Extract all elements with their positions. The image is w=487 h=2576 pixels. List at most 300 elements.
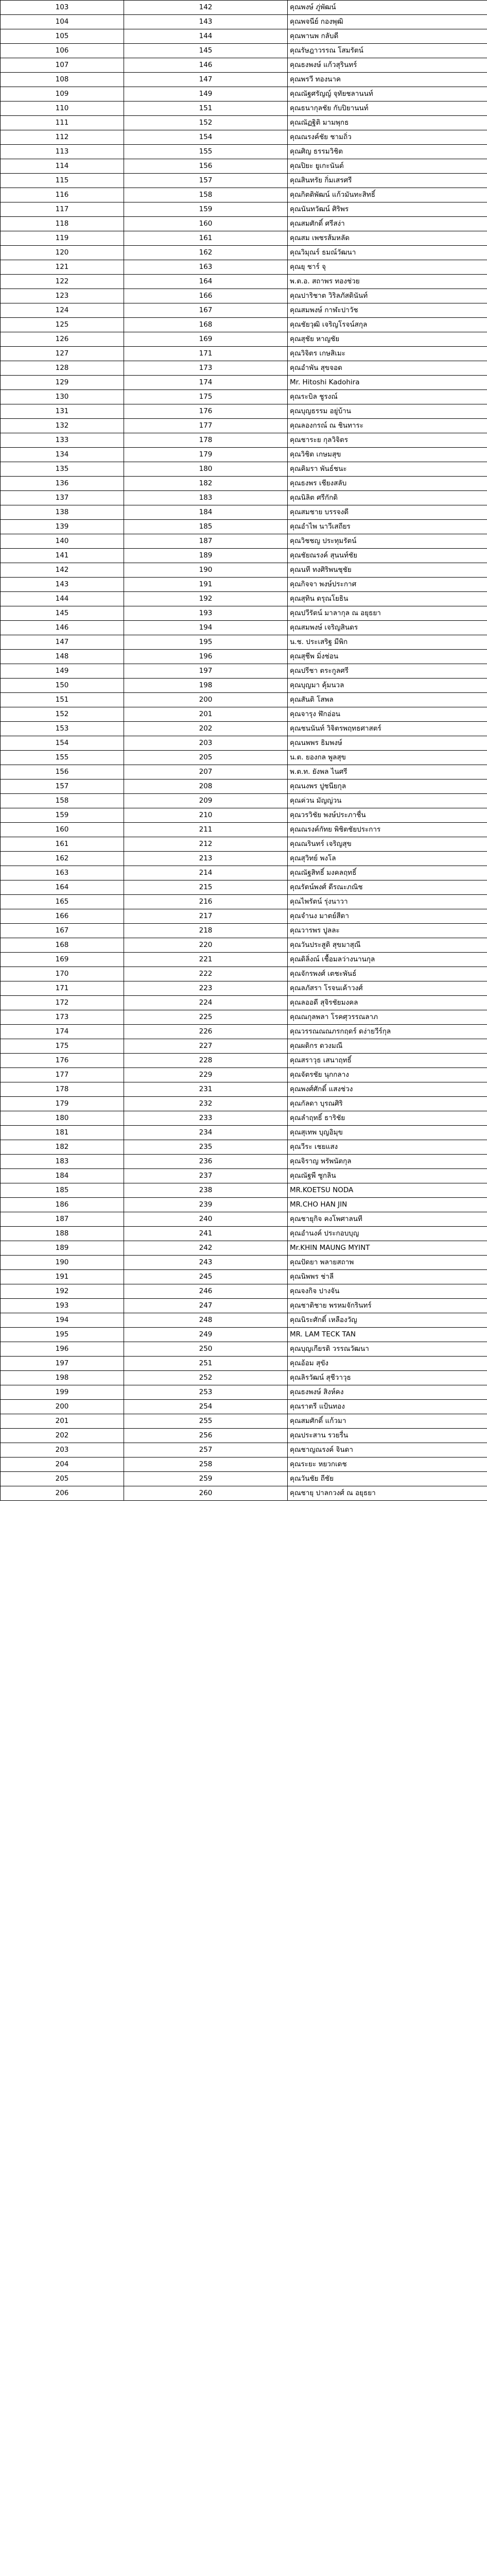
table-row (1, 318, 487, 332)
table-row (1, 347, 487, 361)
member-name-cell: คุณจำนง มาตย์สีดา (288, 909, 487, 924)
member-name-cell: คุณประสาน รวยรื่น (288, 1429, 487, 1443)
table-row (1, 303, 487, 318)
member-code-cell: 173 (124, 361, 288, 376)
row-number-cell: 194 (1, 1313, 124, 1328)
member-code-cell: 152 (124, 116, 288, 130)
member-name-cell: คุณชาติชาย พรหมจักรินทร์ (288, 1299, 487, 1313)
member-name-cell: Mr.KHIN MAUNG MYINT (288, 1241, 487, 1256)
member-name-cell: คุณจักรพงศ์ เตชะพันธ์ (288, 967, 487, 981)
member-name-cell: คุณพจนีย์ กองพุฒิ (288, 15, 487, 29)
member-name-cell: คุณชัยวุฒิ เจริญโรจน์สกุล (288, 318, 487, 332)
member-code-cell: 242 (124, 1241, 288, 1256)
member-code-cell: 256 (124, 1429, 288, 1443)
member-name-cell: คุณสมพงษ์ กาฬะปาวัช (288, 303, 487, 318)
member-name-cell: คุณราตรี แป้นทอง (288, 1400, 487, 1414)
table-row (1, 1054, 487, 1068)
member-code-cell: 155 (124, 145, 288, 159)
row-number-cell: 133 (1, 433, 124, 448)
member-name-cell: คุณจัตรชัย นุกกลาง (288, 1068, 487, 1082)
member-name-cell: คุณธงพร เชียงสลับ (288, 477, 487, 491)
member-code-cell: 247 (124, 1299, 288, 1313)
table-row (1, 1097, 487, 1111)
row-number-cell: 135 (1, 462, 124, 477)
row-number-cell: 105 (1, 29, 124, 44)
member-code-cell: 233 (124, 1111, 288, 1126)
member-code-cell: 196 (124, 650, 288, 664)
row-number-cell: 136 (1, 477, 124, 491)
table-row (1, 751, 487, 765)
member-code-cell: 178 (124, 433, 288, 448)
table-row (1, 433, 487, 448)
row-number-cell: 130 (1, 390, 124, 404)
row-number-cell: 153 (1, 722, 124, 736)
member-code-cell: 218 (124, 924, 288, 938)
member-name-cell: คุณวันประสูติ สุขมาสุณี (288, 938, 487, 953)
member-name-cell: คุณระบิล ชูรงณ์ (288, 390, 487, 404)
member-code-cell: 182 (124, 477, 288, 491)
member-name-cell: คุณชายุกิจ คงโพศาลนที (288, 1212, 487, 1227)
row-number-cell: 107 (1, 58, 124, 73)
table-row (1, 202, 487, 217)
member-name-cell: คุณปาริชาต วิริลภัสดินันท์ (288, 289, 487, 303)
member-code-cell: 198 (124, 679, 288, 693)
table-row (1, 404, 487, 419)
member-name-cell: คุณณัฐพี ซูกลิน (288, 1169, 487, 1183)
row-number-cell: 120 (1, 246, 124, 260)
member-code-cell: 167 (124, 303, 288, 318)
member-code-cell: 226 (124, 1025, 288, 1039)
member-code-cell: 228 (124, 1054, 288, 1068)
table-row (1, 1140, 487, 1155)
row-number-cell: 146 (1, 621, 124, 635)
row-number-cell: 198 (1, 1371, 124, 1385)
member-code-cell: 209 (124, 794, 288, 808)
table-row (1, 924, 487, 938)
member-code-cell: 201 (124, 707, 288, 722)
row-number-cell: 159 (1, 808, 124, 823)
table-row (1, 1212, 487, 1227)
member-name-cell: คุณปวีรัตน์ มาลากุล ณ อยุธยา (288, 606, 487, 621)
member-code-cell: 227 (124, 1039, 288, 1054)
table-row (1, 635, 487, 650)
row-number-cell: 204 (1, 1458, 124, 1472)
table-row (1, 477, 487, 491)
table-row (1, 693, 487, 707)
table-row (1, 448, 487, 462)
member-code-cell: 158 (124, 188, 288, 202)
member-name-cell: คุณบุญธรรม อยู่บ้าน (288, 404, 487, 419)
row-number-cell: 145 (1, 606, 124, 621)
member-name-cell: คุณยุ ชาร์ จุ (288, 260, 487, 275)
table-row (1, 231, 487, 246)
table-row (1, 505, 487, 520)
row-number-cell: 165 (1, 895, 124, 909)
member-name-cell: คุณสุชีพ มิ่งช่อน (288, 650, 487, 664)
table-row (1, 736, 487, 751)
member-code-cell: 164 (124, 275, 288, 289)
member-code-cell: 257 (124, 1443, 288, 1458)
member-code-cell: 231 (124, 1082, 288, 1097)
member-code-cell: 185 (124, 520, 288, 534)
table-row (1, 1429, 487, 1443)
member-name-cell: คุณรัษฎาวรรณ โสมรัตน์ (288, 44, 487, 58)
row-number-cell: 202 (1, 1429, 124, 1443)
member-name-cell: MR.KOETSU NODA (288, 1183, 487, 1198)
row-number-cell: 196 (1, 1342, 124, 1357)
table-row (1, 578, 487, 592)
row-number-cell: 115 (1, 174, 124, 188)
row-number-cell: 184 (1, 1169, 124, 1183)
table-row (1, 1443, 487, 1458)
row-number-cell: 157 (1, 779, 124, 794)
row-number-cell: 124 (1, 303, 124, 318)
member-name-cell: คุณนันทวัฒน์ ศิริพร (288, 202, 487, 217)
row-number-cell: 171 (1, 981, 124, 996)
row-number-cell: 206 (1, 1486, 124, 1501)
table-row (1, 520, 487, 534)
member-code-cell: 259 (124, 1472, 288, 1486)
member-name-cell: น.ช. ประเสริฐ มีพิก (288, 635, 487, 650)
member-name-cell: คุณไพรัตน์ รุ่งนาวา (288, 895, 487, 909)
table-row (1, 707, 487, 722)
member-code-cell: 197 (124, 664, 288, 679)
row-number-cell: 106 (1, 44, 124, 58)
row-number-cell: 187 (1, 1212, 124, 1227)
row-number-cell: 104 (1, 15, 124, 29)
row-number-cell: 110 (1, 101, 124, 116)
table-row (1, 1, 487, 15)
table-row (1, 837, 487, 852)
member-code-cell: 250 (124, 1342, 288, 1357)
member-code-cell: 193 (124, 606, 288, 621)
member-code-cell: 212 (124, 837, 288, 852)
member-code-cell: 142 (124, 1, 288, 15)
member-code-cell: 248 (124, 1313, 288, 1328)
table-row (1, 563, 487, 578)
member-code-cell: 195 (124, 635, 288, 650)
table-row (1, 592, 487, 606)
member-code-cell: 254 (124, 1400, 288, 1414)
member-name-cell: คุณสมพงษ์ เจริญสินดร (288, 621, 487, 635)
table-row (1, 1400, 487, 1414)
row-number-cell: 125 (1, 318, 124, 332)
member-name-cell: คุณพงษ์ ภู่พัฒน์ (288, 1, 487, 15)
table-row (1, 29, 487, 44)
member-name-cell: คุณณรินทร์ เจริญสุข (288, 837, 487, 852)
table-row (1, 650, 487, 664)
member-code-cell: 163 (124, 260, 288, 275)
member-name-cell: คุณลภัสรา โรจนเค้าวงศ์ (288, 981, 487, 996)
member-name-cell: คุณนที ทงศิริพนชุชัย (288, 563, 487, 578)
member-code-cell: 225 (124, 1010, 288, 1025)
member-code-cell: 146 (124, 58, 288, 73)
table-row (1, 1284, 487, 1299)
member-name-cell: คุณนงพร ปูชนียกุล (288, 779, 487, 794)
table-row (1, 1414, 487, 1429)
table-row (1, 491, 487, 505)
table-row (1, 1025, 487, 1039)
row-number-cell: 114 (1, 159, 124, 174)
member-name-cell: คุณวิจิตร เกษสิเมะ (288, 347, 487, 361)
row-number-cell: 155 (1, 751, 124, 765)
row-number-cell: 112 (1, 130, 124, 145)
member-code-cell: 237 (124, 1169, 288, 1183)
member-name-cell: คุณลำฤทธิ์ ธาริชัย (288, 1111, 487, 1126)
member-name-cell: คุณปัดยา พลายสถาพ (288, 1256, 487, 1270)
member-code-cell: 260 (124, 1486, 288, 1501)
table-row (1, 1385, 487, 1400)
row-number-cell: 119 (1, 231, 124, 246)
member-name-cell: คุณธนากุลชัย กับปิยานนท์ (288, 101, 487, 116)
member-code-cell: 156 (124, 159, 288, 174)
table-row (1, 1241, 487, 1256)
member-code-cell: 213 (124, 852, 288, 866)
member-code-cell: 183 (124, 491, 288, 505)
table-row (1, 779, 487, 794)
table-row (1, 1313, 487, 1328)
member-name-cell: คุณจารุง ฬักอ่อน (288, 707, 487, 722)
table-row (1, 981, 487, 996)
member-code-cell: 194 (124, 621, 288, 635)
member-code-cell: 145 (124, 44, 288, 58)
row-number-cell: 201 (1, 1414, 124, 1429)
member-name-cell: คุณปิยะ ยูเกะนันต์ (288, 159, 487, 174)
table-row (1, 1328, 487, 1342)
table-row (1, 390, 487, 404)
member-name-cell: คุณนิระศักดิ์ เหลืองวัญ (288, 1313, 487, 1328)
member-name-cell: คุณพานพ กลับดี (288, 29, 487, 44)
member-code-cell: 253 (124, 1385, 288, 1400)
row-number-cell: 173 (1, 1010, 124, 1025)
member-code-cell: 214 (124, 866, 288, 880)
row-number-cell: 126 (1, 332, 124, 347)
row-number-cell: 121 (1, 260, 124, 275)
row-number-cell: 129 (1, 376, 124, 390)
table-row (1, 664, 487, 679)
member-code-cell: 216 (124, 895, 288, 909)
member-code-cell: 191 (124, 578, 288, 592)
member-code-cell: 217 (124, 909, 288, 924)
member-name-cell: คุณสุเทพ บุญอิมุข (288, 1126, 487, 1140)
row-number-cell: 111 (1, 116, 124, 130)
row-number-cell: 162 (1, 852, 124, 866)
member-name-cell: คุณนิพพร ช่าลี (288, 1270, 487, 1284)
table-row (1, 765, 487, 779)
member-code-cell: 162 (124, 246, 288, 260)
member-code-cell: 252 (124, 1371, 288, 1385)
member-code-cell: 166 (124, 289, 288, 303)
member-name-cell: Mr. Hitoshi Kadohira (288, 376, 487, 390)
member-name-cell: คุณนพพร ธิมพงษ์ (288, 736, 487, 751)
row-number-cell: 137 (1, 491, 124, 505)
row-number-cell: 205 (1, 1472, 124, 1486)
member-name-cell: คุณระยะ หยวกเดช (288, 1458, 487, 1472)
table-row (1, 1068, 487, 1082)
row-number-cell: 203 (1, 1443, 124, 1458)
table-row (1, 217, 487, 231)
member-code-cell: 179 (124, 448, 288, 462)
member-name-cell: คุณกิตติพัฒน์ แก้วมันทะสิทธิ์ (288, 188, 487, 202)
member-name-cell: คุณอำไพ นาวีเสถียร (288, 520, 487, 534)
member-name-cell: คุณบุญมา คุ้มนวล (288, 679, 487, 693)
member-code-cell: 232 (124, 1097, 288, 1111)
row-number-cell: 191 (1, 1270, 124, 1284)
member-code-cell: 246 (124, 1284, 288, 1299)
member-code-cell: 238 (124, 1183, 288, 1198)
table-row (1, 1039, 487, 1054)
table-row (1, 996, 487, 1010)
table-row (1, 145, 487, 159)
row-number-cell: 141 (1, 549, 124, 563)
member-code-cell: 235 (124, 1140, 288, 1155)
member-name-cell: คุณณรงค์ชัย ชามถิ่ว (288, 130, 487, 145)
table-row (1, 1299, 487, 1313)
member-name-cell: คุณผดิกร ดวงมณี (288, 1039, 487, 1054)
member-name-cell: คุณคิมรา พันธ์ชนะ (288, 462, 487, 477)
member-name-cell: คุณธงพงษ์ แก้วสุรินทร์ (288, 58, 487, 73)
member-code-cell: 258 (124, 1458, 288, 1472)
member-code-cell: 240 (124, 1212, 288, 1227)
row-number-cell: 178 (1, 1082, 124, 1097)
table-row (1, 260, 487, 275)
member-code-cell: 190 (124, 563, 288, 578)
member-code-cell: 245 (124, 1270, 288, 1284)
member-name-cell: พ.ต.ท. ยังพล ไนศรี (288, 765, 487, 779)
member-code-cell: 151 (124, 101, 288, 116)
member-name-cell: คุณสินทรัย กิ่มเสรศรี (288, 174, 487, 188)
member-code-cell: 202 (124, 722, 288, 736)
member-name-cell: คุณอำพัน สุขจอด (288, 361, 487, 376)
member-name-cell: คุณสม เพชรส้มหลัด (288, 231, 487, 246)
row-number-cell: 185 (1, 1183, 124, 1198)
member-name-cell: คุณณัฐสิทธิ์ มงคลฤทธิ์ (288, 866, 487, 880)
member-name-cell: คุณพรวี ทองนาค (288, 73, 487, 87)
table-row (1, 130, 487, 145)
table-row (1, 606, 487, 621)
table-row (1, 852, 487, 866)
member-code-cell: 192 (124, 592, 288, 606)
row-number-cell: 180 (1, 1111, 124, 1126)
member-code-cell: 200 (124, 693, 288, 707)
row-number-cell: 197 (1, 1357, 124, 1371)
member-code-cell: 175 (124, 390, 288, 404)
table-row (1, 794, 487, 808)
table-row (1, 549, 487, 563)
table-row (1, 174, 487, 188)
row-number-cell: 113 (1, 145, 124, 159)
member-name-cell: คุณธงพงษ์ สิงห์คง (288, 1385, 487, 1400)
member-name-cell: คุณวรรณณณภรกฤดร์ ดง่ายวีร์กุล (288, 1025, 487, 1039)
table-row (1, 909, 487, 924)
row-number-cell: 152 (1, 707, 124, 722)
row-number-cell: 199 (1, 1385, 124, 1400)
row-number-cell: 144 (1, 592, 124, 606)
member-name-cell: คุณจิราญ พรัพนัตกุล (288, 1155, 487, 1169)
member-code-cell: 203 (124, 736, 288, 751)
row-number-cell: 167 (1, 924, 124, 938)
table-row (1, 1371, 487, 1385)
member-table-body (1, 1, 487, 1501)
table-row (1, 823, 487, 837)
row-number-cell: 128 (1, 361, 124, 376)
member-code-cell: 215 (124, 880, 288, 895)
member-name-cell: คุณจงกิจ ปางจัน (288, 1284, 487, 1299)
row-number-cell: 182 (1, 1140, 124, 1155)
row-number-cell: 132 (1, 419, 124, 433)
table-row (1, 73, 487, 87)
member-code-cell: 171 (124, 347, 288, 361)
member-code-cell: 161 (124, 231, 288, 246)
table-row (1, 722, 487, 736)
member-code-cell: 159 (124, 202, 288, 217)
member-code-cell: 143 (124, 15, 288, 29)
table-row (1, 462, 487, 477)
member-code-cell: 241 (124, 1227, 288, 1241)
row-number-cell: 163 (1, 866, 124, 880)
member-name-cell: คุณอำนงค์ ประกอบบุญ (288, 1227, 487, 1241)
member-code-cell: 243 (124, 1256, 288, 1270)
member-code-cell: 177 (124, 419, 288, 433)
row-number-cell: 109 (1, 87, 124, 101)
member-name-cell: คุณนิลิต ศรีกักดิ (288, 491, 487, 505)
row-number-cell: 170 (1, 967, 124, 981)
row-number-cell: 174 (1, 1025, 124, 1039)
row-number-cell: 150 (1, 679, 124, 693)
table-row (1, 679, 487, 693)
member-name-cell: คุณชัยณรงค์ สุนนท์ชัย (288, 549, 487, 563)
table-row (1, 1342, 487, 1357)
member-code-cell: 154 (124, 130, 288, 145)
member-name-cell: คุณณกุลพลา โรคศุวรรณลาภ (288, 1010, 487, 1025)
member-code-cell: 234 (124, 1126, 288, 1140)
member-name-cell: คุณสุทิน ดรุณโยธิน (288, 592, 487, 606)
member-code-cell: 180 (124, 462, 288, 477)
member-code-cell: 222 (124, 967, 288, 981)
member-name-cell: คุณสุวิทย์ พงโล (288, 852, 487, 866)
table-row (1, 967, 487, 981)
row-number-cell: 161 (1, 837, 124, 852)
member-name-cell: คุณวรวิชัย พงษ์ประภาชื่น (288, 808, 487, 823)
table-row (1, 1357, 487, 1371)
table-row (1, 1010, 487, 1025)
member-name-cell: คุณสุชัย หาญชัย (288, 332, 487, 347)
table-row (1, 361, 487, 376)
table-row (1, 534, 487, 549)
row-number-cell: 147 (1, 635, 124, 650)
row-number-cell: 148 (1, 650, 124, 664)
table-row (1, 1155, 487, 1169)
member-name-cell: คุณวิชชญ ประทุมรัตน์ (288, 534, 487, 549)
row-number-cell: 176 (1, 1054, 124, 1068)
member-name-cell: คุณณัฏฐิติ มามพุกธ (288, 116, 487, 130)
row-number-cell: 168 (1, 938, 124, 953)
table-row (1, 1183, 487, 1198)
member-name-cell: คุณศิญ ธรรมวิชิต (288, 145, 487, 159)
table-row (1, 1227, 487, 1241)
table-row (1, 953, 487, 967)
row-number-cell: 117 (1, 202, 124, 217)
table-row (1, 44, 487, 58)
row-number-cell: 181 (1, 1126, 124, 1140)
row-number-cell: 177 (1, 1068, 124, 1082)
row-number-cell: 151 (1, 693, 124, 707)
table-row (1, 808, 487, 823)
row-number-cell: 189 (1, 1241, 124, 1256)
member-name-cell: คุณวีระ เชยแสง (288, 1140, 487, 1155)
member-code-cell: 168 (124, 318, 288, 332)
member-code-cell: 255 (124, 1414, 288, 1429)
